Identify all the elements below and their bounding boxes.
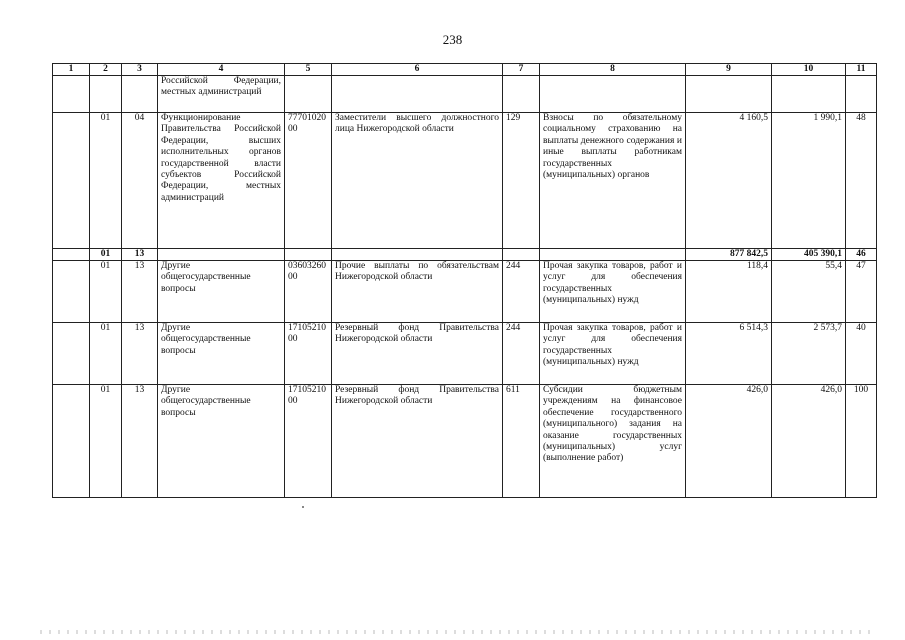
cell-expense-name: Взносы по обязательному социальному страхованию на выплаты денежного содержания и иные выплаты работникам государственных (муниципальных) органов (540, 113, 686, 249)
cell-actual: 426,0 (772, 385, 846, 498)
cell-col1 (53, 385, 90, 498)
column-header: 7 (503, 64, 540, 76)
column-header: 10 (772, 64, 846, 76)
cell-expense-name: Прочая закупка товаров, работ и услуг для обеспечения государственных (муниципальных) нужд (540, 261, 686, 323)
cell-subsection: 13 (122, 249, 158, 261)
cell-plan: 6 514,3 (686, 323, 772, 385)
column-header: 3 (122, 64, 158, 76)
cell-section: 01 (90, 261, 122, 323)
cell-section-name: Другие общегосударственные вопросы (158, 261, 285, 323)
cell-target-name: Прочие выплаты по обязательствам Нижегородской области (332, 261, 503, 323)
cell-section-name (158, 249, 285, 261)
cell-expense-name (540, 76, 686, 113)
cell-col1 (53, 261, 90, 323)
cell-col1 (53, 76, 90, 113)
budget-table (52, 63, 877, 498)
cell-col1 (53, 323, 90, 385)
column-header: 5 (285, 64, 332, 76)
cell-plan: 426,0 (686, 385, 772, 498)
table-row (53, 76, 877, 113)
cell-actual: 1 990,1 (772, 113, 846, 249)
cell-section: 01 (90, 249, 122, 261)
cell-percent (846, 76, 877, 113)
cell-target-name: Резервный фонд Правительства Нижегородской области (332, 385, 503, 498)
cell-target-code (285, 76, 332, 113)
cell-target-code: 7770102000 (285, 113, 332, 249)
cell-expense-code: 611 (503, 385, 540, 498)
cell-expense-name: Субсидии бюджетным учреждениям на финансовое обеспечение государственного (муниципального) задания на оказание государственных (муниципальных) услуг (выполнение работ) (540, 385, 686, 498)
cell-actual: 55,4 (772, 261, 846, 323)
cell-actual: 405 390,1 (772, 249, 846, 261)
cell-subsection: 13 (122, 323, 158, 385)
cell-target-code: 1710521000 (285, 323, 332, 385)
cell-expense-code: 244 (503, 261, 540, 323)
cell-section: 01 (90, 323, 122, 385)
cell-plan: 877 842,5 (686, 249, 772, 261)
cell-subsection (122, 76, 158, 113)
cell-target-name (332, 76, 503, 113)
cell-plan: 118,4 (686, 261, 772, 323)
cell-expense-code: 129 (503, 113, 540, 249)
cell-section-name: Другие общегосударственные вопросы (158, 323, 285, 385)
cell-target-code: 0360326000 (285, 261, 332, 323)
column-header: 11 (846, 64, 877, 76)
cell-target-code: 1710521000 (285, 385, 332, 498)
cell-subsection: 13 (122, 261, 158, 323)
cell-actual: 2 573,7 (772, 323, 846, 385)
column-header: 1 (53, 64, 90, 76)
cell-plan: 4 160,5 (686, 113, 772, 249)
cell-target-code (285, 249, 332, 261)
table-row (53, 113, 877, 249)
cell-expense-code (503, 76, 540, 113)
scan-noise (40, 630, 870, 634)
cell-percent: 100 (846, 385, 877, 498)
page-number: 238 (442, 32, 463, 47)
cell-percent: 46 (846, 249, 877, 261)
scan-speck (302, 506, 304, 508)
cell-percent: 47 (846, 261, 877, 323)
cell-percent: 48 (846, 113, 877, 249)
column-header: 2 (90, 64, 122, 76)
column-header: 4 (158, 64, 285, 76)
cell-section (90, 76, 122, 113)
cell-actual (772, 76, 846, 113)
cell-section-name: Другие общегосударственные вопросы (158, 385, 285, 498)
cell-target-name (332, 249, 503, 261)
cell-expense-code: 244 (503, 323, 540, 385)
cell-section-name: Российской Федерации, местных администраций (158, 76, 285, 113)
cell-section-name: Функционирование Правительства Российской Федерации, высших исполнительных органов государственной власти субъектов Российской Федерации, местных администраций (158, 113, 285, 249)
cell-subsection: 13 (122, 385, 158, 498)
column-header: 9 (686, 64, 772, 76)
table-row-total (53, 249, 877, 261)
cell-target-name: Резервный фонд Правительства Нижегородской области (332, 323, 503, 385)
cell-section: 01 (90, 113, 122, 249)
table-row (53, 323, 877, 385)
cell-col1 (53, 113, 90, 249)
table-row (53, 261, 877, 323)
cell-expense-name: Прочая закупка товаров, работ и услуг для обеспечения государственных (муниципальных) нужд (540, 323, 686, 385)
table-row (53, 385, 877, 498)
header-row (53, 64, 877, 76)
cell-col1 (53, 249, 90, 261)
cell-expense-code (503, 249, 540, 261)
cell-percent: 40 (846, 323, 877, 385)
cell-expense-name (540, 249, 686, 261)
cell-plan (686, 76, 772, 113)
column-header: 6 (332, 64, 503, 76)
cell-target-name: Заместители высшего должностного лица Нижегородской области (332, 113, 503, 249)
column-header: 8 (540, 64, 686, 76)
cell-subsection: 04 (122, 113, 158, 249)
cell-section: 01 (90, 385, 122, 498)
